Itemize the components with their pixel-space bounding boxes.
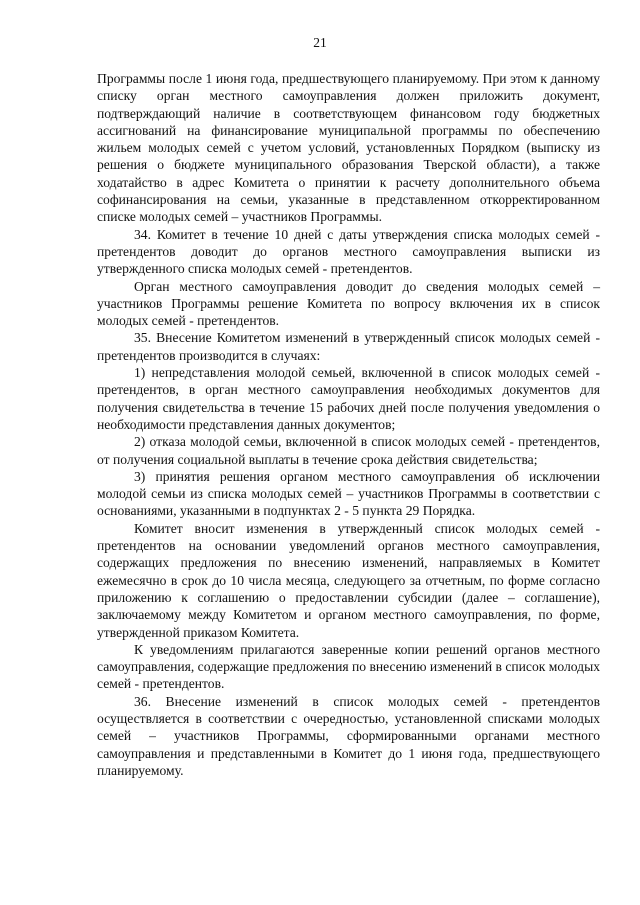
paragraph-case-3: 3) принятия решения органом местного самоуправления об исключении молодой семьи из списка молодых семей – участников Программы в соответствии с основаниями, указанными в подпунктах 2 - 5 пункта 29 Порядка. bbox=[97, 468, 600, 519]
paragraph-local-authority-notice: Орган местного самоуправления доводит до сведения молодых семей – участников Программы решение Комитета по вопросу включения их в список молодых семей - претендентов. bbox=[97, 278, 600, 329]
paragraph-item-34: 34. Комитет в течение 10 дней с даты утверждения списка молодых семей - претендентов доводит до органов местного самоуправления выписки из утвержденного списка молодых семей - претендентов. bbox=[97, 226, 600, 277]
page-number: 21 bbox=[313, 35, 327, 50]
paragraph-continuation: Программы после 1 июня года, предшествующего планируемому. При этом к данному списку орган местного самоуправления должен приложить документ, подтверждающий наличие в соответствующем финансовом году бюджетных ассигнований на финансирование муниципальной программы по обеспечению жильем молодых семей с учетом условий, установленных Порядком (выписку из решения о бюджете муниципального образования Тверской области), а также ходатайство в адрес Комитета о принятии к расчету дополнительного объема софинансирования на семьи, указанные в представленном откорректированном списке молодых семей – участников Программы. bbox=[97, 71, 600, 225]
paragraph-case-1: 1) непредставления молодой семьей, включенной в список молодых семей - претендентов, в орган местного самоуправления необходимых документов для получения свидетельства в течение 15 рабочих дней после получения уведомления о необходимости представления данных документов; bbox=[97, 365, 600, 432]
paragraph-item-35: 35. Внесение Комитетом изменений в утвержденный список молодых семей - претендентов производится в случаях: bbox=[97, 330, 600, 363]
document-body bbox=[97, 70, 600, 779]
paragraph-committee-changes: Комитет вносит изменения в утвержденный список молодых семей - претендентов на основании уведомлений органов местного самоуправления, содержащих предложения по внесению изменений, направляемых в Комитет ежемесячно в срок до 10 числа месяца, следующего за отчетным, по форме согласно приложению к соглашению о предоставлении субсидии (далее – соглашение), заключаемому между Комитетом и органом местного самоуправления, по форме, утвержденной приказом Комитета. bbox=[97, 520, 600, 640]
paragraph-case-2: 2) отказа молодой семьи, включенной в список молодых семей - претендентов, от получения социальной выплаты в течение срока действия свидетельства; bbox=[97, 434, 600, 467]
paragraph-item-36: 36. Внесение изменений в список молодых семей - претендентов осуществляется в соответствии с очередностью, установленной списками молодых семей – участников Программы, сформированными органами местного самоуправления и представленными в Комитет до 1 июня года, предшествующего планируемому. bbox=[97, 693, 600, 778]
paragraph-attachments: К уведомлениям прилагаются заверенные копии решений органов местного самоуправления, содержащие предложения по внесению изменений в список молодых семей - претендентов. bbox=[97, 641, 600, 692]
